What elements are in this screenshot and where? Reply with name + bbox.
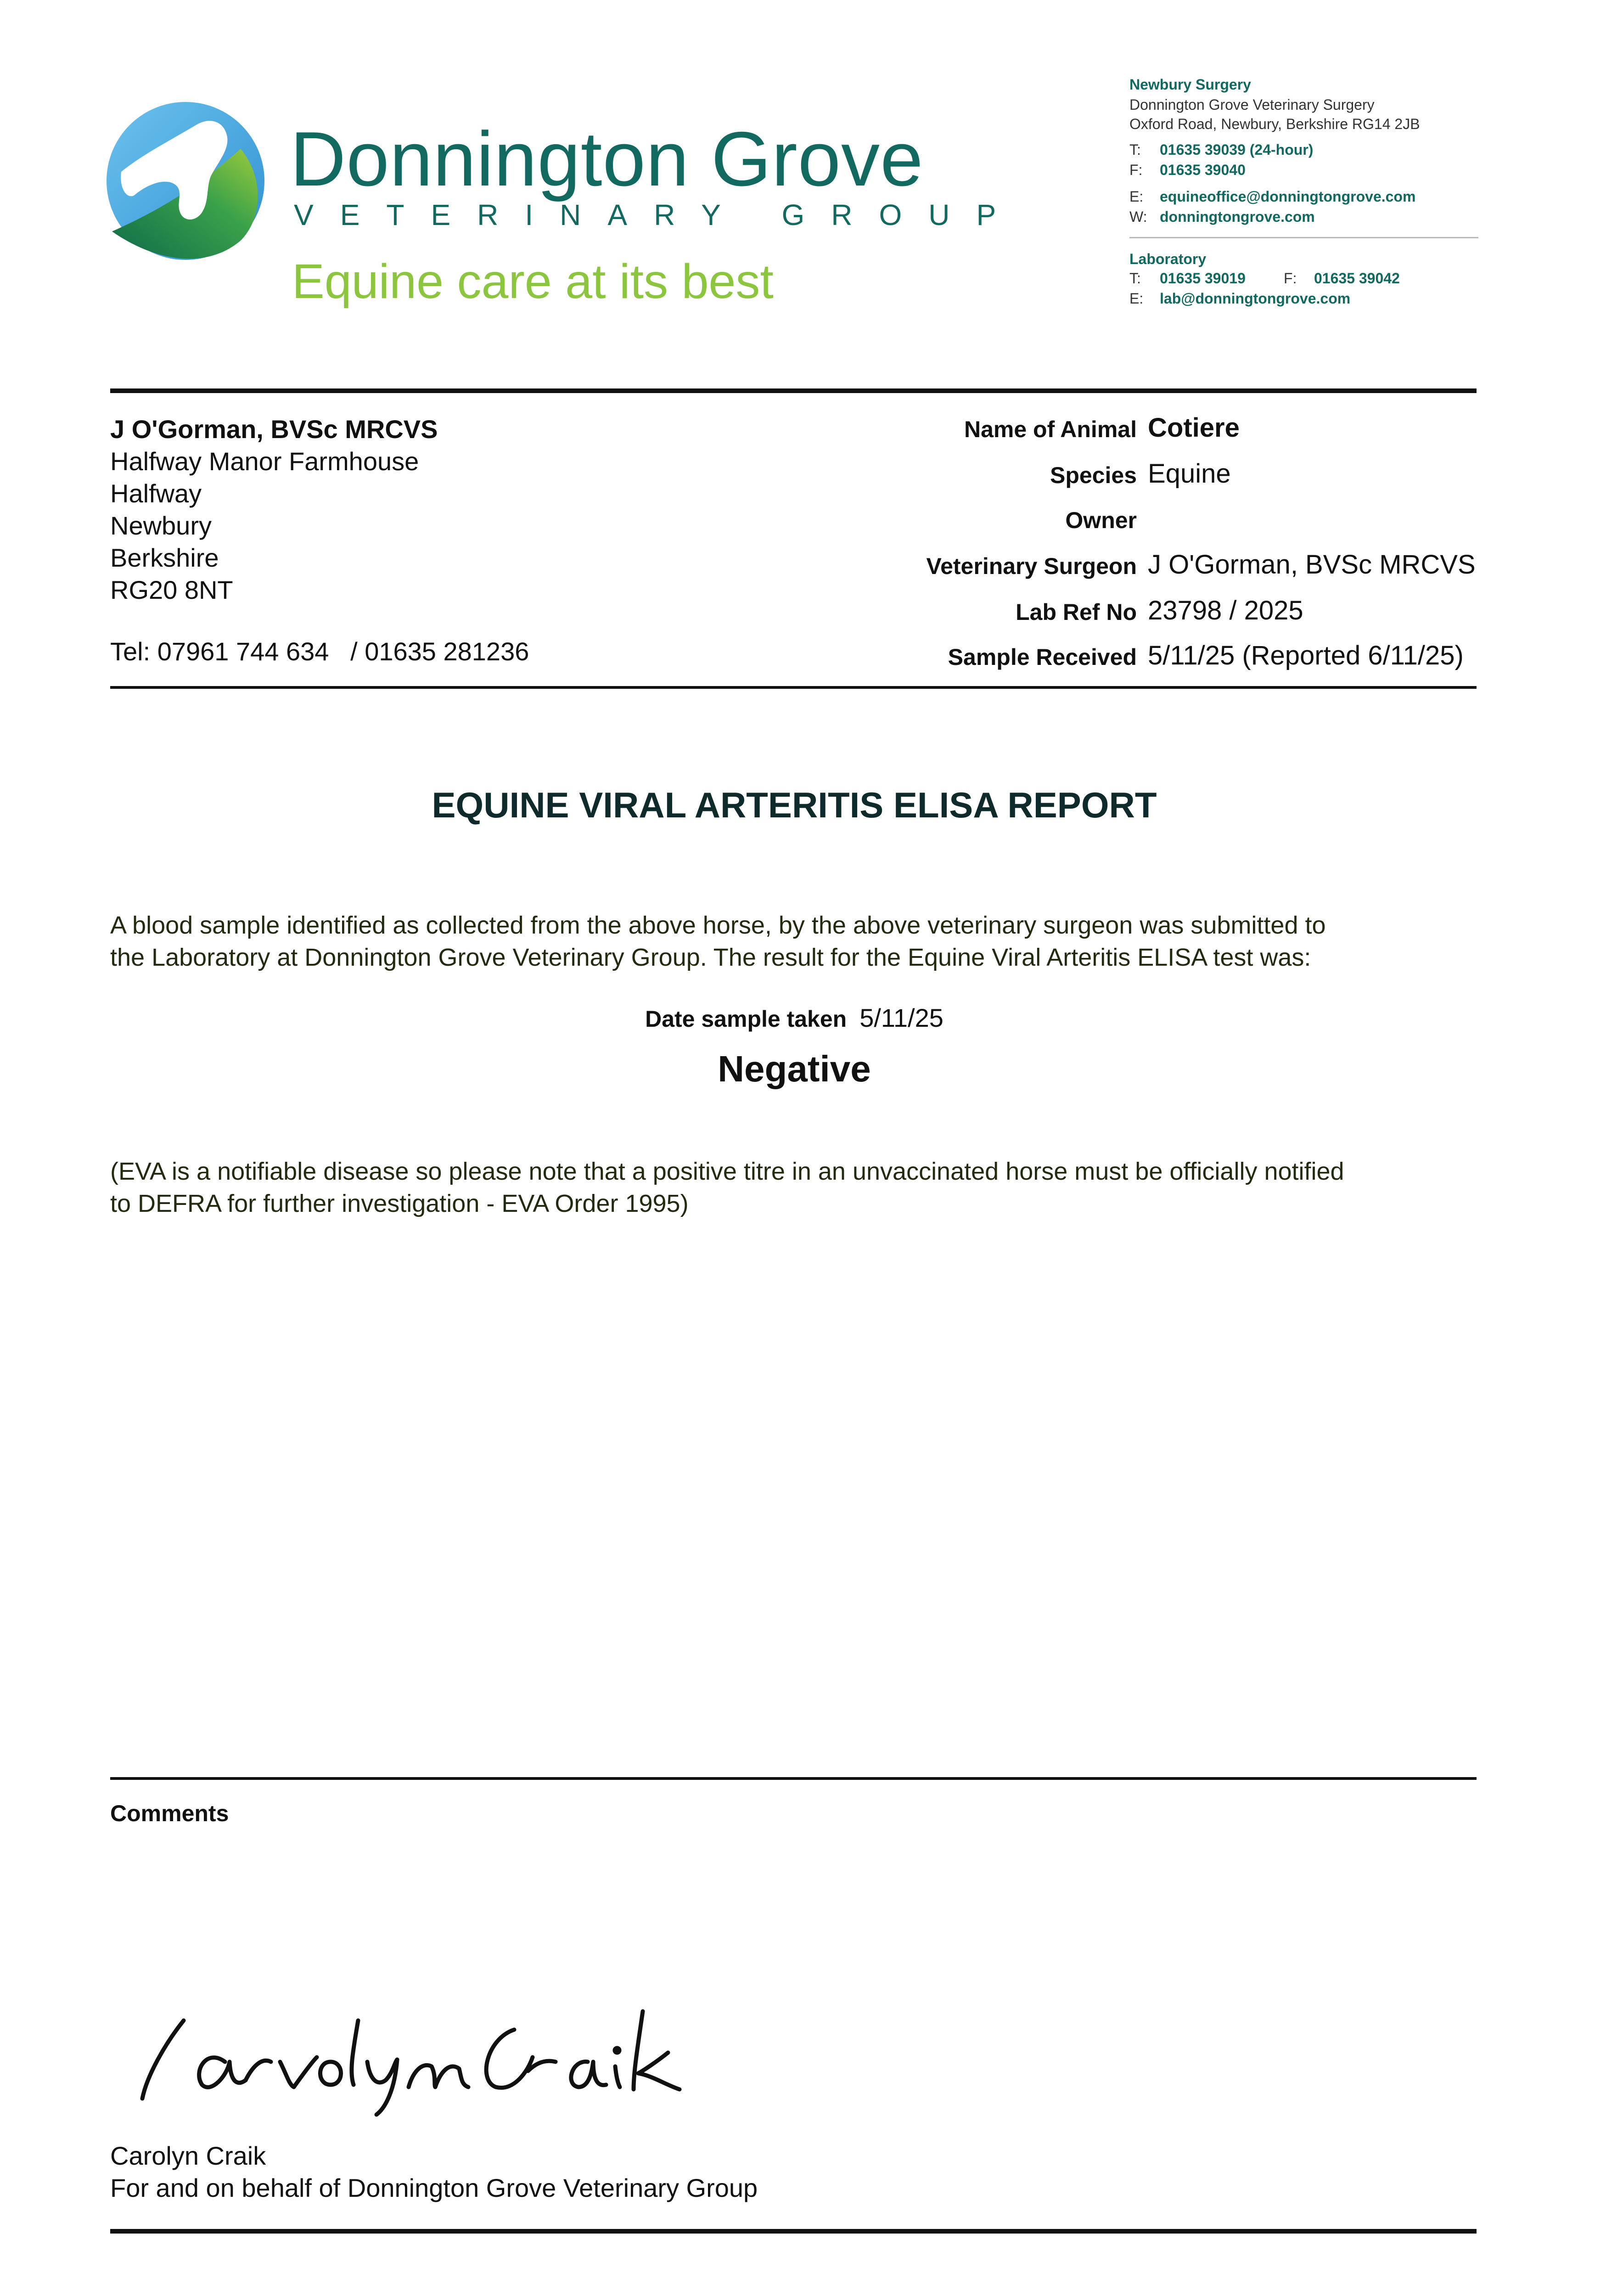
species-value: Equine [1148, 459, 1231, 489]
veterinary-surgeon-label: Veterinary Surgeon [926, 553, 1137, 579]
owner-label: Owner [1065, 507, 1137, 533]
address-line: Berkshire [110, 543, 219, 572]
addressee-name: J O'Gorman, BVSc MRCVS [110, 415, 438, 444]
detail-row [781, 503, 1478, 535]
lab-tel-label: T: [1129, 270, 1141, 287]
lab-title: Laboratory [1129, 251, 1207, 267]
header-rule [110, 388, 1477, 393]
tel-label: T: [1129, 141, 1141, 158]
test-result: Negative [718, 1048, 871, 1089]
brand-tagline: Equine care at its best [292, 254, 774, 309]
signer-block [110, 2140, 758, 2204]
lab-email-label: E: [1129, 290, 1144, 307]
detail-row [781, 412, 1478, 445]
comments-rule [110, 1777, 1477, 1780]
lab-fax-label: F: [1284, 270, 1297, 287]
lab-ref-label: Lab Ref No [1016, 599, 1137, 625]
contact-divider [1129, 237, 1478, 238]
intro-line: the Laboratory at Donnington Grove Veterinary Group. The result for the Equine Viral Arteritis ELISA test was: [110, 944, 1311, 971]
address-line: Newbury [110, 511, 212, 540]
notifiable-note [110, 1155, 1488, 1220]
lab-fax: 01635 39042 [1314, 270, 1400, 287]
handwritten-signature-icon [129, 1993, 725, 2117]
fax-label: F: [1129, 162, 1143, 178]
address-postcode: RG20 8NT [110, 575, 233, 604]
surgery-email-link[interactable]: equineoffice@donningtongrove.com [1160, 188, 1416, 205]
surgery-title: Newbury Surgery [1129, 76, 1251, 93]
web-label: W: [1129, 208, 1147, 225]
detail-row [781, 458, 1478, 490]
date-sample-taken [0, 1003, 1589, 1033]
animal-name-label: Name of Animal [964, 416, 1137, 442]
details-rule [110, 686, 1477, 689]
sample-received-label: Sample Received [948, 644, 1137, 670]
date-taken-label: Date sample taken [645, 1006, 847, 1032]
detail-row [781, 595, 1478, 627]
signer-name: Carolyn Craik [110, 2141, 266, 2170]
surgery-tel: 01635 39039 (24-hour) [1160, 141, 1314, 158]
horse-head-logo-icon [103, 98, 268, 264]
detail-row [781, 549, 1478, 581]
note-line: (EVA is a notifiable disease so please note that a positive titre in an unvaccinated horse must be officially notified [110, 1158, 1344, 1185]
intro-line: A blood sample identified as collected from the above horse, by the above veterinary surgeon was submitted to [110, 912, 1326, 939]
surgery-address: Oxford Road, Newbury, Berkshire RG14 2JB [1129, 116, 1420, 132]
addressee-block [110, 413, 438, 606]
comments-label: Comments [110, 1801, 229, 1826]
lab-email-link[interactable]: lab@donningtongrove.com [1160, 290, 1351, 307]
species-label: Species [1050, 462, 1137, 488]
date-taken-value: 5/11/25 [859, 1003, 943, 1032]
email-label: E: [1129, 188, 1144, 205]
website-link[interactable]: donningtongrove.com [1160, 208, 1315, 225]
footer-rule [110, 2229, 1477, 2234]
addressee-telephone: Tel: 07961 744 634 / 01635 281236 [110, 637, 529, 666]
surgery-name: Donnington Grove Veterinary Surgery [1129, 96, 1375, 113]
lab-tel: 01635 39019 [1160, 270, 1246, 287]
brand-name: Donnington Grove [290, 116, 924, 202]
note-line: to DEFRA for further investigation - EVA Order 1995) [110, 1190, 689, 1217]
animal-name-value: Cotiere [1148, 413, 1240, 443]
address-line: Halfway Manor Farmhouse [110, 447, 419, 476]
lab-ref-value: 23798 / 2025 [1148, 596, 1303, 625]
signer-role: For and on behalf of Donnington Grove Veterinary Group [110, 2173, 758, 2202]
report-intro [110, 909, 1488, 974]
address-line: Halfway [110, 479, 202, 508]
report-title: EQUINE VIRAL ARTERITIS ELISA REPORT [432, 785, 1157, 825]
brand-subtitle: VETERINARY GROUP [294, 198, 1023, 231]
surgery-fax: 01635 39040 [1160, 162, 1246, 178]
sample-received-value: 5/11/25 (Reported 6/11/25) [1148, 641, 1464, 670]
veterinary-surgeon-value: J O'Gorman, BVSc MRCVS [1148, 550, 1476, 580]
detail-row [781, 640, 1478, 672]
